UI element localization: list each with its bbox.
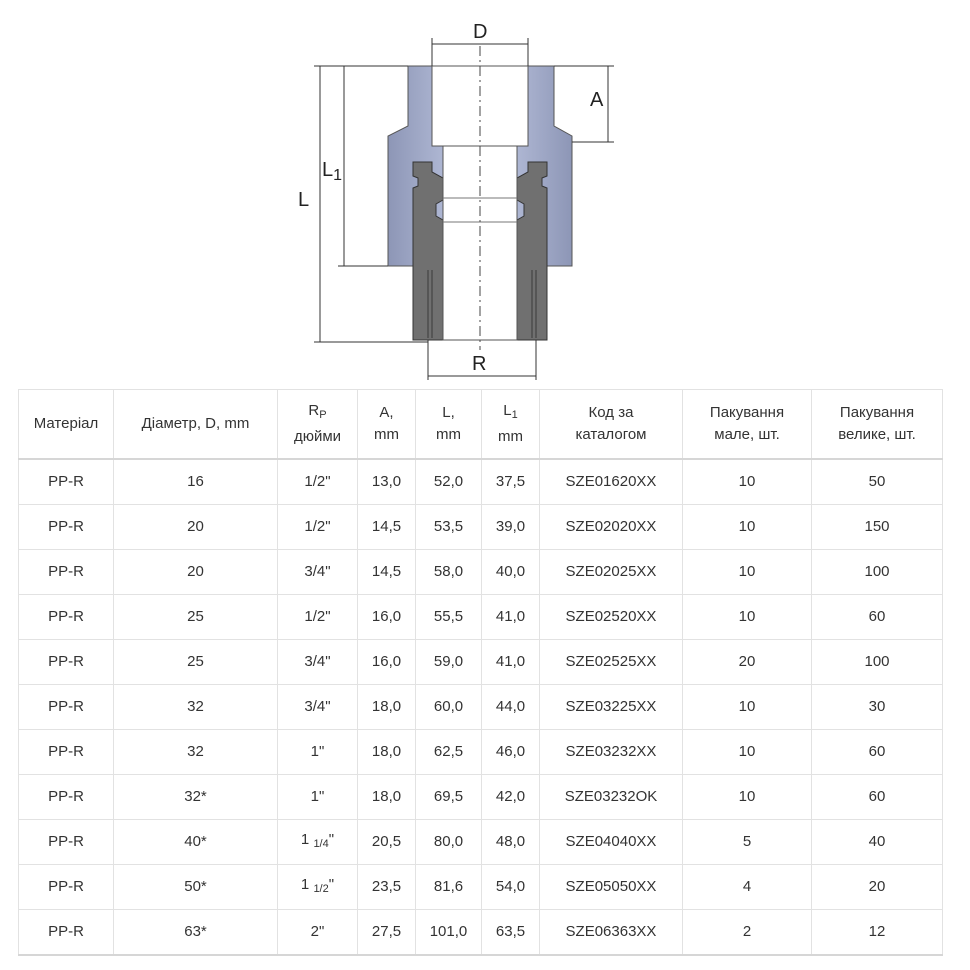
cell-rp: 3/4" (278, 550, 358, 595)
cell-pack-small: 10 (683, 550, 812, 595)
cell-pack-large: 12 (812, 910, 943, 956)
label-d: D (473, 21, 488, 43)
cell-pack-large: 150 (812, 505, 943, 550)
cell-code: SZE02525XX (540, 640, 683, 685)
cell-material: PP-R (19, 550, 114, 595)
cell-pack-small: 20 (683, 640, 812, 685)
cell-material: PP-R (19, 640, 114, 685)
cell-l: 53,5 (416, 505, 482, 550)
cell-material: PP-R (19, 820, 114, 865)
cell-l: 80,0 (416, 820, 482, 865)
cell-material: PP-R (19, 730, 114, 775)
cell-pack-small: 10 (683, 685, 812, 730)
cell-rp: 1/2" (278, 459, 358, 505)
cell-code: SZE03225XX (540, 685, 683, 730)
cell-code: SZE05050XX (540, 865, 683, 910)
cell-rp: 1" (278, 730, 358, 775)
cell-code: SZE02520XX (540, 595, 683, 640)
dimension-l1 (338, 66, 388, 266)
cell-pack-small: 10 (683, 505, 812, 550)
cell-pack-small: 10 (683, 459, 812, 505)
header-material: Матеріал (19, 390, 114, 460)
cell-code: SZE04040XX (540, 820, 683, 865)
header-l1: $L_1$ mm (482, 390, 540, 460)
cell-l1: 41,0 (482, 595, 540, 640)
cell-l1: 37,5 (482, 459, 540, 505)
cell-l: 55,5 (416, 595, 482, 640)
header-l: L, mm (416, 390, 482, 460)
cell-a: 27,5 (358, 910, 416, 956)
table-header-row (19, 390, 943, 460)
table-row (19, 910, 943, 956)
fitting-diagram (0, 0, 970, 385)
table-row (19, 640, 943, 685)
table-row (19, 550, 943, 595)
header-diameter: Діаметр, D, mm (114, 390, 278, 460)
cell-l1: 42,0 (482, 775, 540, 820)
cell-pack-large: 60 (812, 595, 943, 640)
cell-rp: 1 $_{1/2}$" (278, 865, 358, 910)
cell-rp: 3/4" (278, 640, 358, 685)
cell-pack-large: 20 (812, 865, 943, 910)
label-l1: $L_1$ (322, 159, 343, 184)
cell-a: 23,5 (358, 865, 416, 910)
cell-code: SZE03232XX (540, 730, 683, 775)
cell-a: 14,5 (358, 550, 416, 595)
cell-material: PP-R (19, 865, 114, 910)
cell-code: SZE03232OK (540, 775, 683, 820)
cell-rp: 1 $_{1/4}$" (278, 820, 358, 865)
cell-material: PP-R (19, 505, 114, 550)
cell-a: 16,0 (358, 640, 416, 685)
cell-pack-large: 40 (812, 820, 943, 865)
table-row (19, 820, 943, 865)
header-rp: $R_P$ дюйми (278, 390, 358, 460)
table-row (19, 459, 943, 505)
cell-rp: 1/2" (278, 505, 358, 550)
cell-material: PP-R (19, 775, 114, 820)
cell-diameter: 40* (114, 820, 278, 865)
label-a: A (590, 89, 604, 111)
cell-diameter: 25 (114, 640, 278, 685)
cell-pack-large: 30 (812, 685, 943, 730)
table-body (19, 459, 943, 955)
cell-pack-small: 10 (683, 775, 812, 820)
cell-l1: 46,0 (482, 730, 540, 775)
cell-rp: 3/4" (278, 685, 358, 730)
cell-a: 16,0 (358, 595, 416, 640)
table-row (19, 775, 943, 820)
cell-rp: 1/2" (278, 595, 358, 640)
cell-code: SZE06363XX (540, 910, 683, 956)
cell-l1: 40,0 (482, 550, 540, 595)
cell-pack-small: 10 (683, 595, 812, 640)
cell-diameter: 50* (114, 865, 278, 910)
cell-pack-small: 4 (683, 865, 812, 910)
cell-diameter: 16 (114, 459, 278, 505)
header-pack-large: Пакування велике, шт. (812, 390, 943, 460)
cell-a: 13,0 (358, 459, 416, 505)
cell-l1: 54,0 (482, 865, 540, 910)
cell-material: PP-R (19, 685, 114, 730)
cell-a: 18,0 (358, 685, 416, 730)
cell-l: 58,0 (416, 550, 482, 595)
cell-a: 14,5 (358, 505, 416, 550)
cell-diameter: 32 (114, 685, 278, 730)
table-row (19, 685, 943, 730)
table-row (19, 865, 943, 910)
cell-a: 20,5 (358, 820, 416, 865)
header-pack-small: Пакування мале, шт. (683, 390, 812, 460)
fitting-drawing (0, 0, 970, 385)
cell-diameter: 63* (114, 910, 278, 956)
table-row (19, 505, 943, 550)
header-code: Код за каталогом (540, 390, 683, 460)
cell-l: 62,5 (416, 730, 482, 775)
cell-l1: 48,0 (482, 820, 540, 865)
spec-table (18, 389, 943, 956)
cell-diameter: 20 (114, 505, 278, 550)
cell-l1: 41,0 (482, 640, 540, 685)
cell-diameter: 32* (114, 775, 278, 820)
table-row (19, 595, 943, 640)
header-a: A, mm (358, 390, 416, 460)
cell-rp: 1" (278, 775, 358, 820)
cell-pack-large: 100 (812, 640, 943, 685)
cell-l1: 63,5 (482, 910, 540, 956)
cell-pack-small: 10 (683, 730, 812, 775)
cell-code: SZE01620XX (540, 459, 683, 505)
cell-a: 18,0 (358, 730, 416, 775)
cell-diameter: 25 (114, 595, 278, 640)
cell-code: SZE02020XX (540, 505, 683, 550)
cell-pack-large: 60 (812, 775, 943, 820)
cell-pack-large: 60 (812, 730, 943, 775)
label-r: R (472, 353, 487, 375)
cell-pack-large: 100 (812, 550, 943, 595)
cell-code: SZE02025XX (540, 550, 683, 595)
cell-material: PP-R (19, 459, 114, 505)
cell-l: 101,0 (416, 910, 482, 956)
cell-l: 69,5 (416, 775, 482, 820)
cell-l: 52,0 (416, 459, 482, 505)
cell-material: PP-R (19, 910, 114, 956)
cell-pack-large: 50 (812, 459, 943, 505)
cell-l: 60,0 (416, 685, 482, 730)
cell-l: 81,6 (416, 865, 482, 910)
cell-rp: 2" (278, 910, 358, 956)
table-row (19, 730, 943, 775)
cell-l1: 44,0 (482, 685, 540, 730)
cell-diameter: 32 (114, 730, 278, 775)
cell-a: 18,0 (358, 775, 416, 820)
label-l: L (298, 189, 310, 211)
cell-pack-small: 5 (683, 820, 812, 865)
cell-material: PP-R (19, 595, 114, 640)
cell-diameter: 20 (114, 550, 278, 595)
cell-pack-small: 2 (683, 910, 812, 956)
cell-l: 59,0 (416, 640, 482, 685)
cell-l1: 39,0 (482, 505, 540, 550)
